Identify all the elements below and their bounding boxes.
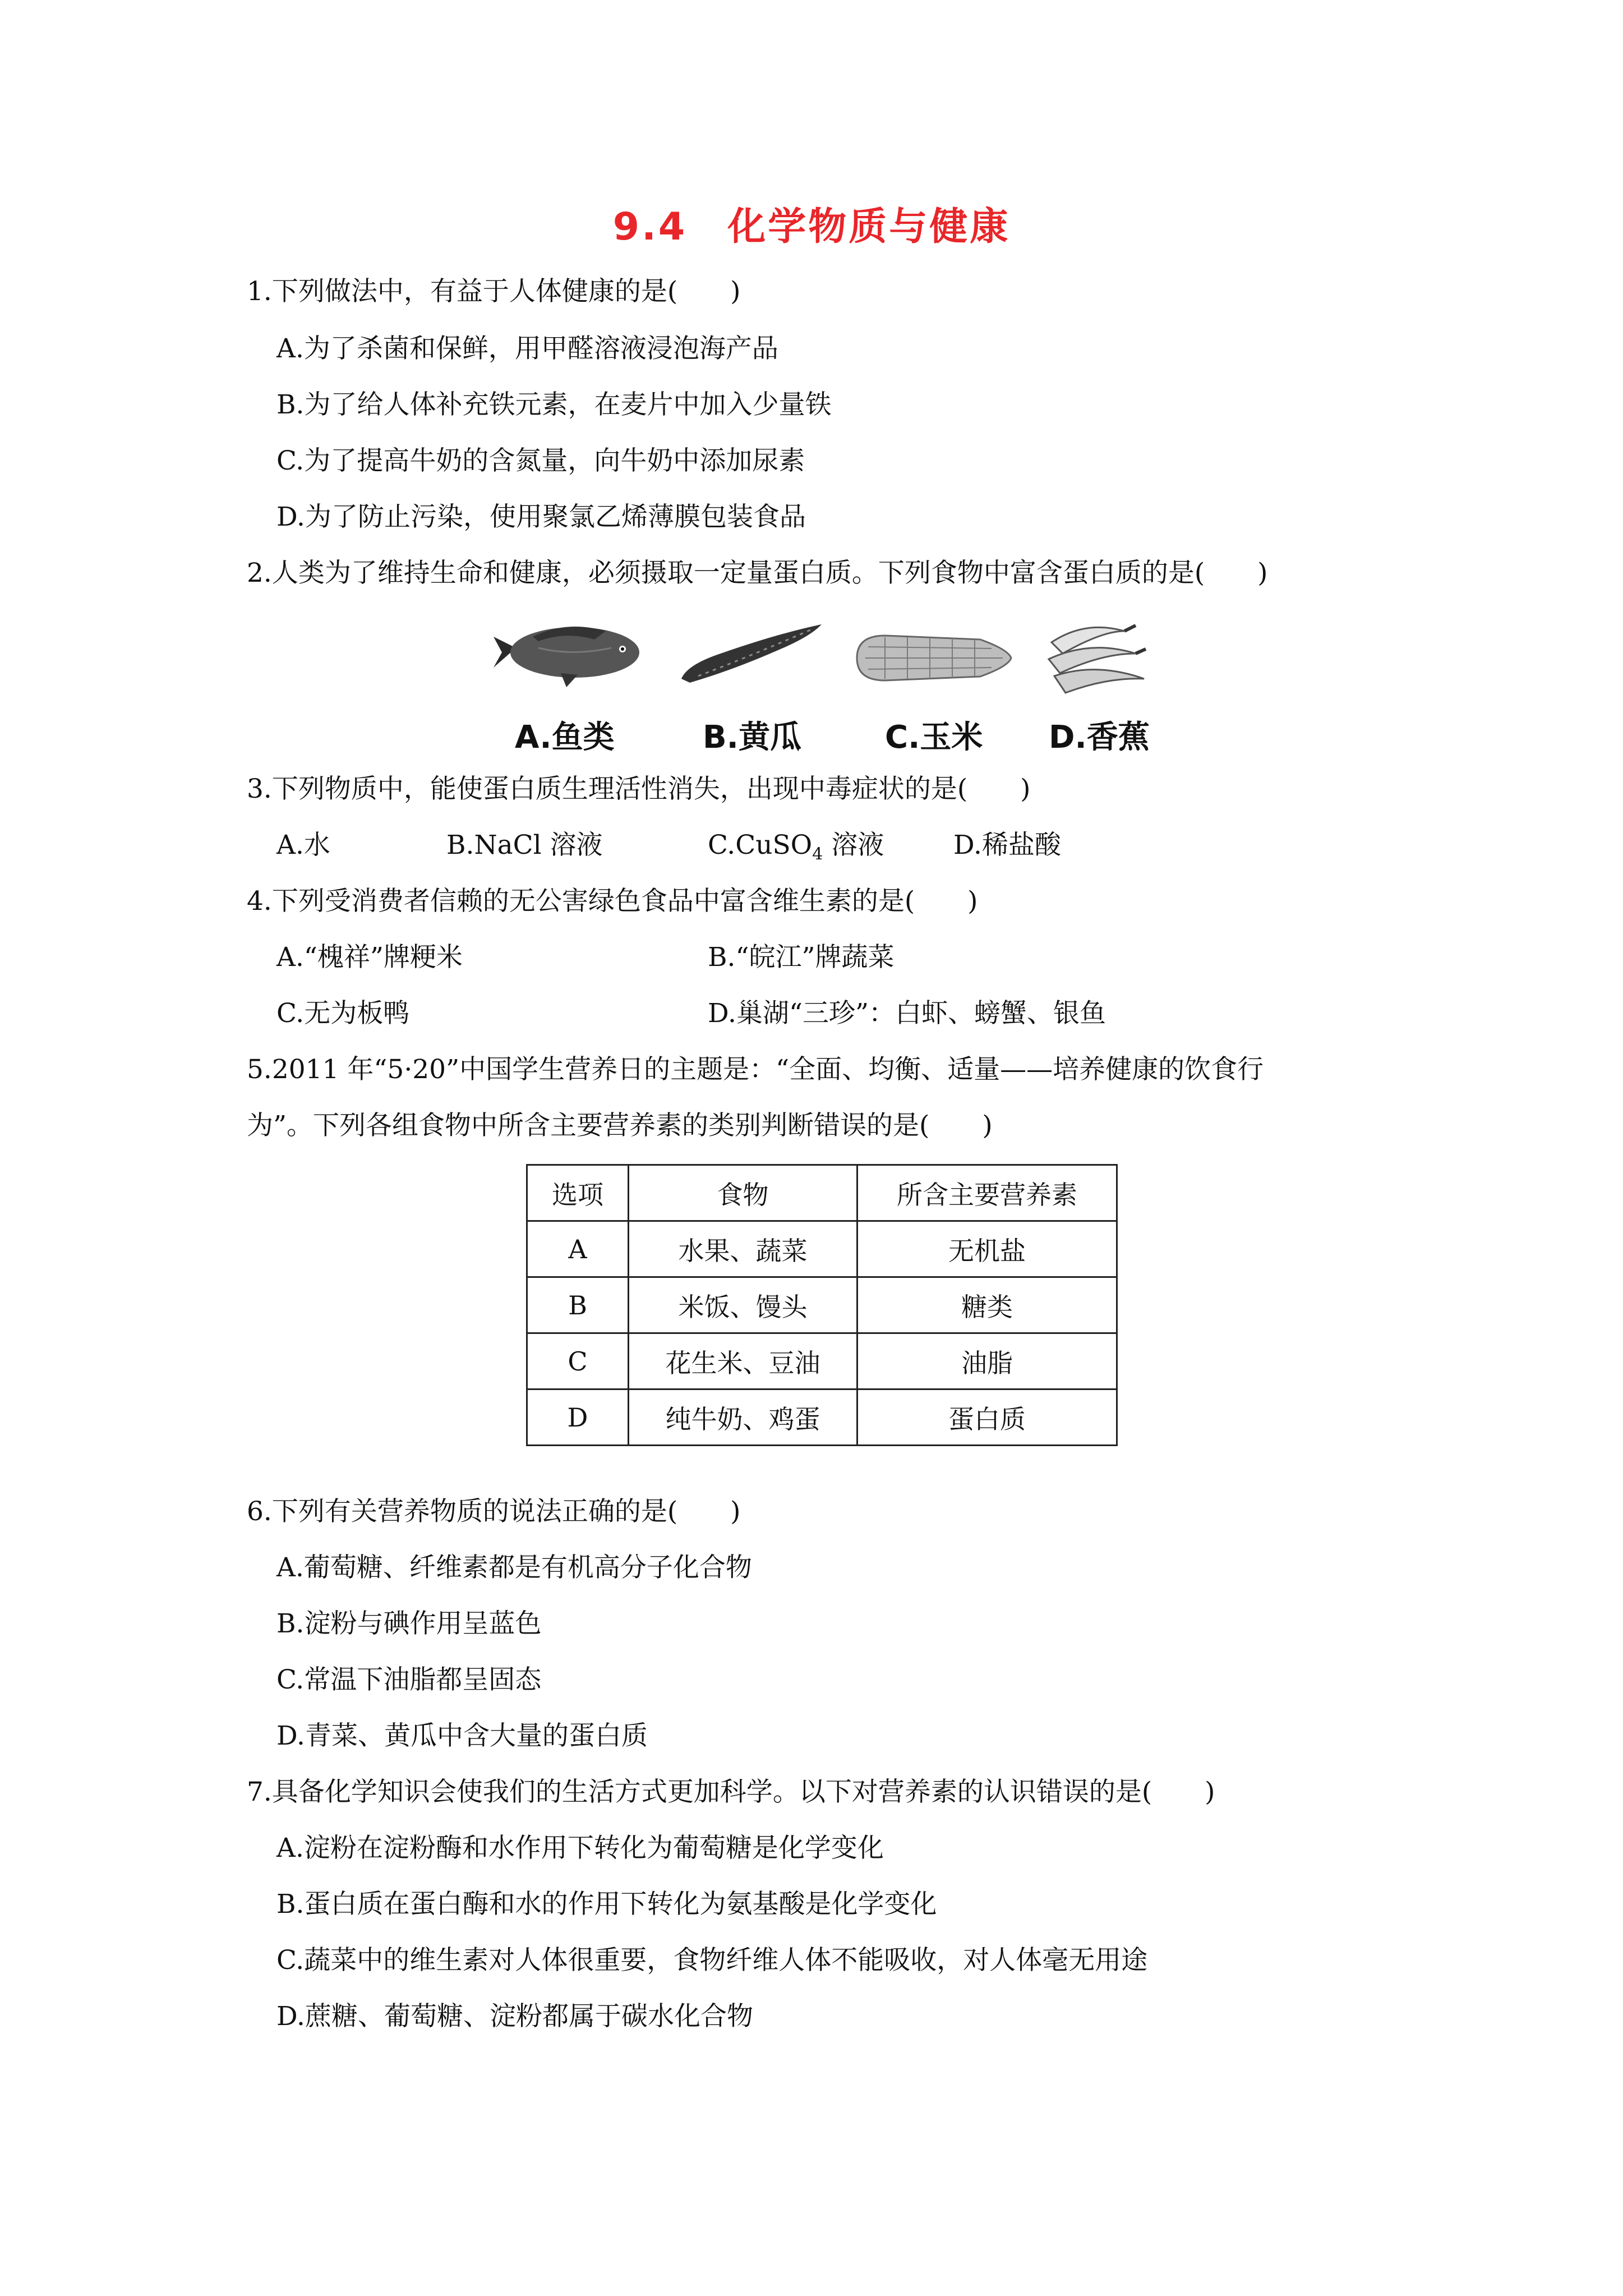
question-5-stem-line-2: 为”。下列各组食物中所含主要营养素的类别判断错误的是( ) [247, 1110, 993, 1141]
question-3-option-d: D.稀盐酸 [953, 830, 1061, 861]
question-4-option-a: A.“槐祥”牌粳米 [276, 942, 463, 973]
table-cell: 花生米、豆油 [629, 1333, 857, 1389]
question-3-option-c: C.CuSO$_4$ 溶液 [708, 830, 884, 864]
food-label-d: D.香蕉 [1049, 719, 1150, 756]
question-4-stem: 4.下列受消费者信赖的无公害绿色食品中富含维生素的是( ) [247, 886, 978, 917]
question-3-option-b: B.NaCl 溶液 [446, 830, 603, 861]
table-cell: A [527, 1221, 629, 1277]
question-6-stem: 6.下列有关营养物质的说法正确的是( ) [247, 1496, 741, 1527]
cucumber-image [676, 620, 827, 687]
question-4-option-c: C.无为板鸭 [276, 998, 410, 1029]
question-7-option-b: B.蛋白质在蛋白酶和水的作用下转化为氨基酸是化学变化 [276, 1889, 937, 1920]
table-row [527, 1333, 1117, 1389]
table-header-nutrient: 所含主要营养素 [857, 1165, 1117, 1221]
nutrient-table [526, 1164, 1118, 1446]
question-6-option-d: D.青菜、黄瓜中含大量的蛋白质 [276, 1720, 648, 1751]
question-7-option-d: D.蔗糖、葡萄糖、淀粉都属于碳水化合物 [276, 2001, 753, 2032]
food-label-a: A.鱼类 [515, 719, 615, 756]
fish-image [482, 614, 651, 693]
table-row [527, 1221, 1117, 1277]
corn-image [851, 627, 1014, 689]
question-7-option-c: C.蔬菜中的维生素对人体很重要，食物纤维人体不能吸收，对人体毫无用途 [276, 1945, 1148, 1976]
question-1-option-c: C.为了提高牛奶的含氮量，向牛奶中添加尿素 [276, 445, 805, 476]
table-cell: 米饭、馒头 [629, 1277, 857, 1333]
table-cell: 无机盐 [857, 1221, 1117, 1277]
banana-image [1040, 609, 1152, 698]
table-cell: 糖类 [857, 1277, 1117, 1333]
question-2-stem: 2.人类为了维持生命和健康，必须摄取一定量蛋白质。下列食物中富含蛋白质的是( ) [247, 558, 1268, 588]
question-1-stem: 1.下列做法中，有益于人体健康的是( ) [247, 276, 741, 307]
table-row [527, 1389, 1117, 1446]
table-cell: 油脂 [857, 1333, 1117, 1389]
question-4-option-b: B.“皖江”牌蔬菜 [708, 942, 895, 973]
food-label-c: C.玉米 [885, 719, 983, 756]
table-cell: B [527, 1277, 629, 1333]
table-cell: 蛋白质 [857, 1389, 1117, 1446]
question-6-option-a: A.葡萄糖、纤维素都是有机高分子化合物 [276, 1552, 752, 1583]
question-7-option-a: A.淀粉在淀粉酶和水作用下转化为葡萄糖是化学变化 [276, 1833, 884, 1864]
table-header-food: 食物 [629, 1165, 857, 1221]
page-title: 9.4 化学物质与健康 [612, 205, 1011, 249]
question-6-option-b: B.淀粉与碘作用呈蓝色 [276, 1608, 542, 1639]
table-cell: 水果、蔬菜 [629, 1221, 857, 1277]
question-5-stem-line-1: 5.2011 年“5·20”中国学生营养日的主题是：“全面、均衡、适量——培养健康的饮食行 [247, 1054, 1264, 1085]
table-cell: C [527, 1333, 629, 1389]
question-1-option-a: A.为了杀菌和保鲜，用甲醛溶液浸泡海产品 [276, 333, 778, 364]
question-1-option-d: D.为了防止污染，使用聚氯乙烯薄膜包装食品 [276, 501, 806, 532]
question-3-option-a: A.水 [276, 830, 330, 861]
table-header-row [527, 1165, 1117, 1221]
question-3-stem: 3.下列物质中，能使蛋白质生理活性消失，出现中毒症状的是( ) [247, 774, 1031, 804]
table-cell: D [527, 1389, 629, 1446]
table-header-option: 选项 [527, 1165, 629, 1221]
table-row [527, 1277, 1117, 1333]
question-6-option-c: C.常温下油脂都呈固态 [276, 1664, 542, 1695]
question-7-stem: 7.具备化学知识会使我们的生活方式更加科学。以下对营养素的认识错误的是( ) [247, 1777, 1215, 1807]
food-label-b: B.黄瓜 [703, 719, 801, 756]
question-4-option-d: D.巢湖“三珍”：白虾、螃蟹、银鱼 [708, 998, 1106, 1029]
table-cell: 纯牛奶、鸡蛋 [629, 1389, 857, 1446]
question-1-option-b: B.为了给人体补充铁元素，在麦片中加入少量铁 [276, 389, 832, 420]
